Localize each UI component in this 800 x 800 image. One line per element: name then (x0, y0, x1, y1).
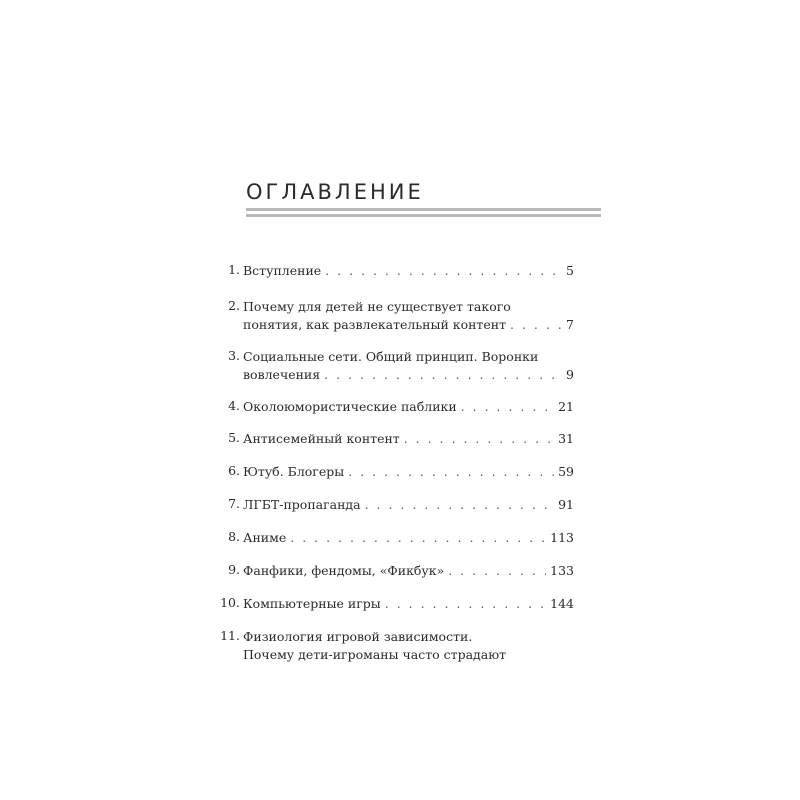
heading-rule-top (246, 208, 601, 211)
toc-entry-title: Почему для детей не существует такого (243, 299, 511, 314)
toc-entry-body (243, 463, 574, 481)
toc-entry-title: Аниме (243, 530, 287, 545)
toc-entry-page-number: 133 (550, 563, 574, 578)
toc-entry-body (243, 595, 574, 613)
toc-entry-number: 1. (228, 262, 240, 277)
dot-leader (348, 463, 554, 481)
toc-entry-body (243, 529, 574, 547)
toc-entry-title: Антисемейный контент (243, 431, 400, 446)
dot-leader (324, 366, 562, 384)
toc-entry-body (243, 628, 574, 664)
toc-entry-line (243, 646, 574, 664)
toc-entry-page-number: 31 (558, 431, 574, 446)
toc-entry-number: 5. (228, 430, 240, 445)
toc-entry-line (243, 262, 574, 280)
toc-entry-title: Почему дети-игроманы часто страдают (243, 647, 506, 662)
toc-entry-title: Физиология игровой зависимости. (243, 629, 473, 644)
toc-entry-page-number: 9 (566, 367, 574, 382)
toc-entry-title: Вступление (243, 263, 322, 278)
toc-entry-line (243, 463, 574, 481)
toc-entry-body (243, 298, 574, 334)
toc-entry-number: 10. (220, 595, 240, 610)
toc-entry-page-number: 21 (558, 399, 574, 414)
dot-leader (404, 430, 554, 448)
toc-entry-title: Фанфики, фендомы, «Фикбук» (243, 563, 445, 578)
toc-entry-line (243, 366, 574, 384)
dot-leader (365, 496, 555, 514)
toc-entry-page-number: 91 (558, 497, 574, 512)
toc-entry-body (243, 348, 574, 384)
toc-entry-line (243, 595, 574, 613)
toc-entry-number: 6. (228, 463, 240, 478)
toc-entry-title: Ютуб. Блогеры (243, 464, 345, 479)
toc-entry-line (243, 496, 574, 514)
toc-entry-number: 3. (228, 348, 240, 363)
toc-entry-body (243, 562, 574, 580)
toc-entry-page-number: 144 (550, 596, 574, 611)
toc-entry-body (243, 398, 574, 416)
dot-leader (461, 398, 554, 416)
heading-rule-bottom (246, 214, 601, 217)
dot-leader (385, 595, 546, 613)
dot-leader (325, 262, 562, 280)
toc-entry-number: 9. (228, 562, 240, 577)
toc-entry-title: Околоюмористические паблики (243, 399, 457, 414)
toc-entry-line (243, 298, 574, 316)
toc-entry-line (243, 562, 574, 580)
toc-entry-page-number: 7 (566, 317, 574, 332)
toc-entry-line (243, 628, 574, 646)
dot-leader (290, 529, 546, 547)
dot-leader (510, 316, 562, 334)
toc-entry-title: ЛГБТ-пропаганда (243, 497, 361, 512)
toc-entry-line (243, 529, 574, 547)
toc-entry-number: 2. (228, 298, 240, 313)
toc-entry-number: 7. (228, 496, 240, 511)
toc-entry-page-number: 5 (566, 263, 574, 278)
dot-leader (448, 562, 546, 580)
toc-entry-line (243, 348, 574, 366)
toc-entry-number: 8. (228, 529, 240, 544)
toc-entry-page-number: 113 (550, 530, 574, 545)
toc-entry-title: Социальные сети. Общий принцип. Воронки (243, 349, 539, 364)
toc-entry-number: 4. (228, 398, 240, 413)
toc-entry-title: Компьютерные игры (243, 596, 381, 611)
toc-entry-line (243, 316, 574, 334)
toc-entry-body (243, 430, 574, 448)
toc-entry-body (243, 262, 574, 280)
toc-heading: ОГЛАВЛЕНИЕ (246, 180, 424, 204)
toc-entry-body (243, 496, 574, 514)
toc-entry-number: 11. (220, 628, 240, 643)
toc-entry-title: вовлечения (243, 367, 321, 382)
toc-entry-page-number: 59 (558, 464, 574, 479)
toc-entry-title: понятия, как развлекательный контент (243, 317, 506, 332)
toc-entry-line (243, 398, 574, 416)
toc-entry-line (243, 430, 574, 448)
